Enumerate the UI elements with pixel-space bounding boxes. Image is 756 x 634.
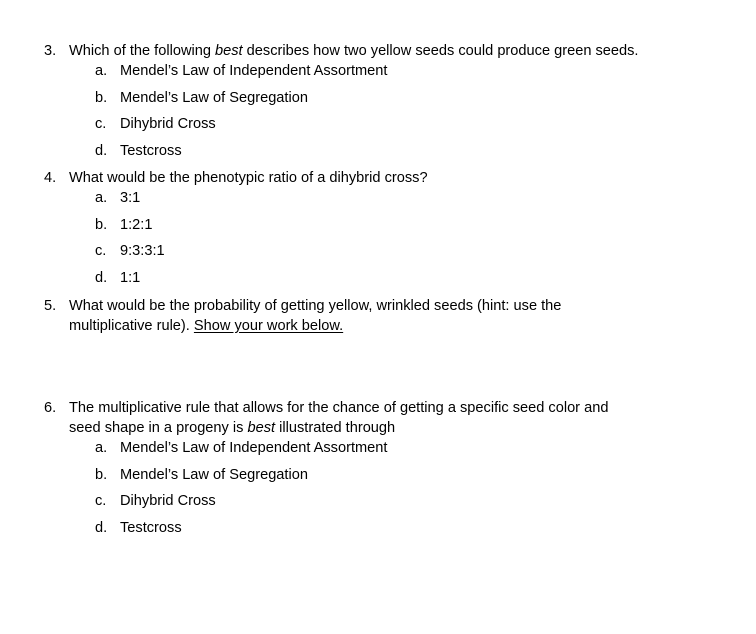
question-text-part: seed shape in a progeny is bbox=[69, 420, 248, 436]
question-6 bbox=[0, 398, 756, 545]
question-text: What would be the probability of getting yellow, wrinkled seeds (hint: use the bbox=[69, 298, 562, 314]
option-letter: a. bbox=[95, 63, 108, 79]
option-text: 1:1 bbox=[120, 270, 141, 287]
option-letter: c. bbox=[95, 493, 107, 510]
answer-option-c[interactable] bbox=[0, 241, 756, 268]
question-line bbox=[0, 41, 756, 61]
question-text-part: describes how two yellow seeds could produce green seeds. bbox=[242, 43, 639, 59]
question-number: 6. bbox=[44, 400, 57, 416]
question-text-emphasis: best bbox=[247, 420, 276, 436]
option-letter: b. bbox=[95, 89, 108, 106]
question-number: 3. bbox=[44, 43, 57, 59]
option-text: 1:2:1 bbox=[120, 216, 153, 233]
answer-option-a[interactable] bbox=[0, 438, 756, 465]
option-letter: d. bbox=[95, 270, 108, 287]
answer-option-c[interactable] bbox=[0, 491, 756, 518]
option-letter: c. bbox=[95, 116, 107, 133]
option-letter: d. bbox=[95, 143, 108, 160]
option-letter: c. bbox=[95, 243, 107, 260]
answer-option-d[interactable] bbox=[0, 518, 756, 545]
answer-option-a[interactable] bbox=[0, 61, 756, 88]
question-line bbox=[0, 398, 756, 418]
question-number: 4. bbox=[44, 170, 57, 186]
question-text-part: Which of the following bbox=[69, 43, 216, 59]
answer-option-c[interactable] bbox=[0, 114, 756, 141]
question-4 bbox=[0, 168, 756, 295]
option-letter: d. bbox=[95, 520, 108, 537]
question-text-part: multiplicative rule). bbox=[69, 318, 194, 334]
question-text bbox=[69, 41, 639, 61]
question-text bbox=[69, 418, 395, 438]
answer-option-b[interactable] bbox=[0, 88, 756, 115]
show-work-instruction: Show your work below. bbox=[193, 318, 344, 334]
question-line bbox=[0, 296, 756, 316]
answer-option-d[interactable] bbox=[0, 141, 756, 168]
option-letter: a. bbox=[95, 440, 108, 456]
option-text: Testcross bbox=[120, 143, 182, 160]
question-5 bbox=[0, 296, 756, 336]
question-text-emphasis: best bbox=[215, 43, 243, 59]
question-number: 5. bbox=[44, 298, 57, 314]
option-text: Mendel’s Law of Independent Assortment bbox=[120, 63, 388, 79]
question-line bbox=[0, 418, 756, 438]
option-letter: b. bbox=[95, 466, 108, 483]
question-text: What would be the phenotypic ratio of a dihybrid cross? bbox=[69, 170, 428, 186]
question-line bbox=[0, 316, 756, 336]
question-line bbox=[0, 168, 756, 188]
option-text: Mendel’s Law of Segregation bbox=[120, 466, 308, 483]
question-text: The multiplicative rule that allows for the chance of getting a specific seed color and bbox=[69, 400, 609, 416]
question-text bbox=[69, 316, 343, 336]
option-letter: b. bbox=[95, 216, 108, 233]
option-text: Testcross bbox=[120, 520, 182, 537]
answer-option-b[interactable] bbox=[0, 465, 756, 492]
option-text: Dihybrid Cross bbox=[120, 493, 216, 510]
option-text: 3:1 bbox=[120, 190, 141, 206]
question-3 bbox=[0, 41, 756, 168]
answer-option-b[interactable] bbox=[0, 215, 756, 242]
answer-option-a[interactable] bbox=[0, 188, 756, 215]
question-text-part: illustrated through bbox=[275, 420, 396, 436]
option-text: Mendel’s Law of Independent Assortment bbox=[120, 440, 388, 456]
answer-option-d[interactable] bbox=[0, 268, 756, 295]
option-text: 9:3:3:1 bbox=[120, 243, 165, 260]
option-letter: a. bbox=[95, 190, 108, 206]
option-text: Dihybrid Cross bbox=[120, 116, 216, 133]
option-text: Mendel’s Law of Segregation bbox=[120, 89, 308, 106]
